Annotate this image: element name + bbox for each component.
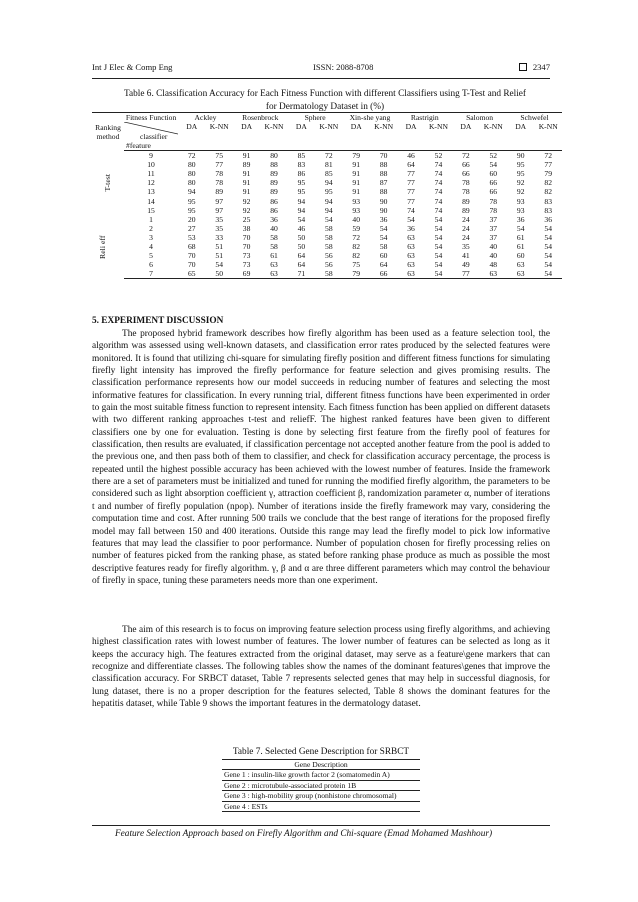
accuracy-cell: 94 [297, 205, 306, 215]
feature-count-cell: 1 [149, 214, 153, 224]
running-footer: Feature Selection Approach based on Firefly Algorithm and Chi-square (Emad Mohamed Mashhour) [115, 829, 493, 839]
accuracy-cell: 77 [407, 187, 415, 197]
accuracy-cell: 77 [407, 178, 415, 188]
accuracy-cell: 91 [242, 151, 251, 161]
accuracy-cell: 46 [407, 151, 415, 161]
accuracy-cell: 61 [516, 242, 525, 252]
accuracy-cell: 71 [288, 269, 315, 279]
classifier-header: DA [178, 122, 205, 151]
accuracy-cell: 63 [260, 269, 287, 279]
ranking-method-header: Ranking method [92, 113, 124, 151]
feature-count-cell: 11 [147, 169, 155, 179]
table-row [92, 260, 562, 269]
accuracy-cell: 60 [516, 251, 525, 261]
function-header: Ackley [178, 113, 233, 123]
accuracy-cell: 66 [489, 187, 498, 197]
accuracy-cell: 95 [325, 187, 333, 197]
table6-caption [92, 88, 558, 113]
function-header: Schwefel [507, 113, 562, 123]
accuracy-cell: 80 [187, 178, 196, 188]
accuracy-cell: 91 [352, 187, 361, 197]
accuracy-cell: 54 [544, 223, 552, 233]
accuracy-cell: 64 [297, 251, 306, 261]
table-row [92, 169, 562, 178]
accuracy-cell: 66 [370, 269, 397, 279]
accuracy-cell: 95 [187, 196, 196, 206]
accuracy-cell: 64 [297, 260, 306, 270]
table-row [92, 251, 562, 260]
accuracy-cell: 35 [215, 214, 223, 224]
accuracy-cell: 75 [352, 260, 361, 270]
accuracy-cell: 64 [407, 160, 415, 170]
accuracy-cell: 82 [352, 242, 361, 252]
diag-feature-label: #feature [126, 141, 151, 151]
accuracy-cell: 94 [187, 187, 196, 197]
table7-row: Gene 2 : microtubule-associated protein 1B [222, 780, 420, 790]
accuracy-cell: 86 [270, 205, 278, 215]
accuracy-cell: 40 [489, 251, 498, 261]
accuracy-cell: 66 [489, 178, 498, 188]
accuracy-cell: 83 [544, 205, 552, 215]
table6 [92, 112, 562, 279]
accuracy-cell: 58 [315, 269, 342, 279]
fitness-function-header: Fitness Function [125, 113, 177, 122]
accuracy-cell: 74 [434, 178, 443, 188]
table6-caption-line1: Table 6. Classification Accuracy for Each Fitness Function with different Classifiers using T-Test and Relief [123, 89, 527, 99]
accuracy-cell: 54 [544, 251, 552, 261]
accuracy-cell: 54 [434, 214, 443, 224]
accuracy-cell: 92 [242, 196, 251, 206]
accuracy-cell: 80 [187, 169, 196, 179]
feature-count-cell: 2 [149, 223, 153, 233]
accuracy-cell: 40 [352, 214, 361, 224]
page-number-group [519, 62, 550, 72]
accuracy-cell: 54 [215, 260, 223, 270]
table-row [92, 206, 562, 215]
accuracy-cell: 54 [325, 214, 333, 224]
accuracy-cell: 27 [187, 223, 196, 233]
accuracy-cell: 54 [434, 260, 443, 270]
issn: ISSN: 2088-8708 [313, 62, 374, 72]
accuracy-cell: 83 [297, 160, 306, 170]
accuracy-cell: 63 [407, 232, 415, 242]
accuracy-cell: 50 [205, 269, 232, 279]
accuracy-cell: 36 [544, 214, 552, 224]
accuracy-cell: 78 [462, 187, 470, 197]
classifier-header: DA [507, 122, 534, 151]
accuracy-cell: 72 [187, 151, 196, 161]
diagonal-header-cell [124, 122, 178, 151]
accuracy-cell: 91 [242, 169, 251, 179]
accuracy-cell: 74 [434, 160, 443, 170]
classifier-header: K-NN [425, 122, 452, 151]
accuracy-cell: 52 [489, 151, 498, 161]
accuracy-cell: 54 [544, 232, 552, 242]
accuracy-cell: 63 [407, 251, 415, 261]
accuracy-cell: 54 [534, 269, 562, 279]
para1-text: The proposed hybrid framework describes how firefly algorithm has been used as a feature selection tool, the algorithm was assessed using well-known datasets, and classification error rates produced by the selected features were monitored. It is found that utilizing chi-square for simulating firefly position and different fitness functions for simulating firefly light intensity has improved the firefly performance for feature selection and gives promising results. The classification performance represents how our model succeeds in reducing number of features and selecting the most informative features for classification. In every running trial, different fitness functions have been experimented in order to gain the most suitable fitness function to represent intensity. Each fitness function has been applied on different datasets with two different ranking approaches t-test and reliefF. The highest ranked features have been given to different classifiers one by one for evaluation. Testing is done by selecting first feature from the firefly pool of features for classification, then results are evaluated, if classification percentage not accepted another feature from the pool is added to the previous one, and then pass both of them to classifier, and check for classification accuracy percentage, the process is repeated until the highest possible accuracy has been achieved with the lowest number of features. Inside the framework there are a set of parameters must be initialized and tuned for running the modified firefly algorithm, the parameters to be considered such as light absorption coefficient γ, attraction coefficient β, randomization parameter α, number of iterations t and number of firefly population (npop). Number of iterations inside the firefly framework may vary, considering the computation time and cost. After running 500 trails we conclude that the best range of iterations for the proposed firefly model may fall between 150 and 400 iterations. Outside this range may lead the firefly model to pick low informative features that may lead the classifier to poor performance. Number of population chosen for firefly processing relies on number of features picked from the ranking phase, as stated before ranking phase produce as much as possible the most descriptive features ready for firefly algorithm. γ, β and α are three different parameters which may control the behaviour of firefly in space, tuning these parameters needs more than one experiment. [92, 329, 550, 586]
accuracy-cell: 77 [544, 160, 552, 170]
accuracy-cell: 94 [325, 178, 333, 188]
section-heading: 5. EXPERIMENT DISCUSSION [92, 316, 224, 326]
accuracy-cell: 72 [544, 151, 552, 161]
accuracy-cell: 82 [352, 251, 361, 261]
accuracy-cell: 78 [215, 169, 223, 179]
table7-row: Gene 1 : insulin-like growth factor 2 (somatomedin A) [222, 770, 420, 780]
accuracy-cell: 36 [516, 214, 525, 224]
accuracy-cell: 54 [516, 223, 525, 233]
accuracy-cell: 36 [379, 214, 388, 224]
accuracy-cell: 37 [489, 223, 498, 233]
accuracy-cell: 46 [297, 223, 306, 233]
accuracy-cell: 54 [489, 160, 498, 170]
accuracy-cell: 86 [297, 169, 306, 179]
accuracy-cell: 49 [462, 260, 470, 270]
feature-count-cell: 9 [149, 151, 153, 161]
accuracy-cell: 65 [178, 269, 205, 279]
accuracy-cell: 58 [325, 223, 333, 233]
accuracy-cell: 54 [297, 214, 306, 224]
table-row [92, 215, 562, 224]
accuracy-cell: 78 [489, 205, 498, 215]
classifier-header: K-NN [480, 122, 507, 151]
accuracy-cell: 58 [379, 242, 388, 252]
accuracy-cell: 38 [242, 223, 251, 233]
accuracy-cell: 51 [215, 242, 223, 252]
feature-count-cell: 10 [147, 160, 155, 170]
accuracy-cell: 79 [343, 269, 370, 279]
accuracy-cell: 54 [544, 260, 552, 270]
feature-count-cell: 6 [149, 260, 153, 270]
accuracy-cell: 82 [544, 187, 552, 197]
accuracy-cell: 35 [215, 223, 223, 233]
accuracy-cell: 50 [297, 232, 306, 242]
classifier-header: K-NN [370, 122, 397, 151]
classifier-header: K-NN [205, 122, 232, 151]
accuracy-cell: 68 [187, 242, 196, 252]
accuracy-cell: 94 [325, 196, 333, 206]
accuracy-cell: 60 [489, 169, 498, 179]
accuracy-cell: 80 [270, 151, 278, 161]
table7 [222, 759, 420, 812]
accuracy-cell: 89 [462, 196, 470, 206]
table7-row: Gene 4 : ESTs [222, 801, 420, 811]
accuracy-cell: 63 [480, 269, 507, 279]
accuracy-cell: 48 [489, 260, 498, 270]
accuracy-cell: 88 [379, 169, 388, 179]
accuracy-cell: 63 [407, 242, 415, 252]
table-row [92, 224, 562, 233]
function-header: Rastrigin [397, 113, 452, 123]
accuracy-cell: 77 [215, 160, 223, 170]
classifier-header: K-NN [260, 122, 287, 151]
accuracy-cell: 58 [270, 232, 278, 242]
discussion-paragraph-2 [92, 624, 550, 710]
feature-count-cell: 13 [147, 187, 155, 197]
accuracy-cell: 92 [516, 187, 525, 197]
accuracy-cell: 78 [489, 196, 498, 206]
accuracy-cell: 54 [379, 232, 388, 242]
accuracy-cell: 36 [407, 223, 415, 233]
para2-text: The aim of this research is to focus on improving feature selection process using firefly algorithms, and achieving highest classification rates with lowest number of features. The lower number of features can be selected as long as it keeps the accuracy high. The features extracted from the original dataset, may serve as a feature\gene markers that can recognize and differentiate classes. The following tables show the names of the dominant features\genes that improve the classification accuracy. For SRBCT dataset, Table 7 represents selected genes that may help in successful diagnosis, for lung dataset, there is no a proper description for the features selected, Table 8 shows the dominant features for the hepatitis dataset, while Table 9 shows the important features in the dermatology dataset. [92, 625, 550, 710]
accuracy-cell: 95 [297, 187, 306, 197]
accuracy-cell: 91 [242, 178, 251, 188]
accuracy-cell: 54 [434, 223, 443, 233]
accuracy-cell: 69 [233, 269, 260, 279]
accuracy-cell: 63 [507, 269, 534, 279]
accuracy-cell: 37 [489, 232, 498, 242]
feature-count-cell: 7 [124, 269, 178, 279]
accuracy-cell: 63 [397, 269, 424, 279]
diagonal-header [124, 122, 178, 150]
page-number: 2347 [532, 62, 550, 72]
accuracy-cell: 33 [215, 232, 223, 242]
accuracy-cell: 74 [434, 169, 443, 179]
accuracy-cell: 24 [462, 214, 470, 224]
accuracy-cell: 24 [462, 232, 470, 242]
accuracy-cell: 97 [215, 196, 223, 206]
accuracy-cell: 74 [407, 205, 415, 215]
footer-rule [92, 825, 550, 826]
accuracy-cell: 81 [325, 160, 333, 170]
accuracy-cell: 97 [215, 205, 223, 215]
accuracy-cell: 37 [489, 214, 498, 224]
accuracy-cell: 91 [352, 169, 361, 179]
accuracy-cell: 70 [379, 151, 388, 161]
ranking-method-label: Reli eff [98, 235, 108, 259]
accuracy-cell: 52 [434, 151, 443, 161]
accuracy-cell: 85 [297, 151, 306, 161]
accuracy-cell: 64 [379, 260, 388, 270]
accuracy-cell: 59 [352, 223, 361, 233]
accuracy-cell: 66 [462, 160, 470, 170]
accuracy-cell: 54 [434, 242, 443, 252]
table-row [92, 178, 562, 187]
feature-count-cell: 5 [149, 251, 153, 261]
classifier-header: DA [343, 122, 370, 151]
accuracy-cell: 79 [352, 151, 361, 161]
classifier-header: DA [452, 122, 479, 151]
accuracy-cell: 92 [242, 205, 251, 215]
accuracy-cell: 77 [452, 269, 479, 279]
accuracy-cell: 74 [434, 196, 443, 206]
accuracy-cell: 93 [352, 205, 361, 215]
accuracy-cell: 72 [325, 151, 333, 161]
accuracy-cell: 79 [544, 169, 552, 179]
accuracy-cell: 88 [270, 160, 278, 170]
classifier-header: DA [233, 122, 260, 151]
accuracy-cell: 73 [242, 260, 251, 270]
accuracy-cell: 74 [434, 187, 443, 197]
accuracy-cell: 94 [297, 196, 306, 206]
feature-count-cell: 14 [147, 196, 155, 206]
accuracy-cell: 90 [516, 151, 525, 161]
accuracy-cell: 51 [215, 251, 223, 261]
accuracy-cell: 88 [379, 160, 388, 170]
accuracy-cell: 54 [407, 214, 415, 224]
diag-classifier-label: classifier [140, 132, 168, 142]
accuracy-cell: 63 [407, 260, 415, 270]
table-row [92, 151, 562, 161]
accuracy-cell: 88 [379, 187, 388, 197]
table-row [92, 269, 562, 279]
accuracy-cell: 89 [215, 187, 223, 197]
accuracy-cell: 56 [325, 260, 333, 270]
accuracy-cell: 93 [516, 205, 525, 215]
accuracy-cell: 54 [434, 251, 443, 261]
accuracy-cell: 54 [425, 269, 452, 279]
accuracy-cell: 70 [242, 232, 251, 242]
header-rule [92, 78, 550, 79]
checkbox-square-icon [519, 63, 527, 71]
accuracy-cell: 85 [325, 169, 333, 179]
accuracy-cell: 94 [325, 205, 333, 215]
accuracy-cell: 91 [352, 178, 361, 188]
classifier-header: DA [288, 122, 315, 151]
accuracy-cell: 83 [544, 196, 552, 206]
feature-count-cell: 15 [147, 205, 155, 215]
table-row [92, 160, 562, 169]
accuracy-cell: 78 [215, 178, 223, 188]
accuracy-cell: 93 [352, 196, 361, 206]
accuracy-cell: 77 [407, 196, 415, 206]
feature-count-cell: 4 [149, 242, 153, 252]
ranking-method-cell [92, 215, 124, 279]
accuracy-cell: 89 [270, 187, 278, 197]
accuracy-cell: 78 [462, 178, 470, 188]
table7-caption: Table 7. Selected Gene Description for SRBCT [232, 747, 410, 757]
accuracy-cell: 66 [462, 169, 470, 179]
accuracy-cell: 95 [187, 205, 196, 215]
accuracy-cell: 80 [187, 160, 196, 170]
accuracy-cell: 73 [242, 251, 251, 261]
accuracy-cell: 82 [544, 178, 552, 188]
accuracy-cell: 25 [242, 214, 251, 224]
table7-header: Gene Description [222, 760, 420, 770]
accuracy-cell: 70 [242, 242, 251, 252]
accuracy-cell: 20 [187, 214, 196, 224]
accuracy-cell: 72 [352, 232, 361, 242]
accuracy-cell: 90 [379, 196, 388, 206]
table6-caption-line2: for Dermatology Dataset in (%) [265, 101, 385, 112]
accuracy-cell: 95 [516, 169, 525, 179]
table-row [92, 197, 562, 206]
accuracy-cell: 58 [325, 232, 333, 242]
accuracy-cell: 95 [297, 178, 306, 188]
feature-count-cell: 12 [147, 178, 155, 188]
feature-count-cell: 3 [149, 232, 153, 242]
accuracy-cell: 91 [352, 160, 361, 170]
table-row [92, 242, 562, 251]
accuracy-cell: 50 [297, 242, 306, 252]
accuracy-cell: 74 [434, 205, 443, 215]
accuracy-cell: 56 [325, 251, 333, 261]
accuracy-cell: 40 [270, 223, 278, 233]
function-header: Xin-she yang [343, 113, 398, 123]
classifier-header: DA [397, 122, 424, 151]
accuracy-cell: 91 [242, 187, 251, 197]
accuracy-cell: 70 [187, 251, 196, 261]
accuracy-cell: 86 [270, 196, 278, 206]
ranking-method-label: T-test [103, 173, 113, 192]
accuracy-cell: 60 [379, 251, 388, 261]
accuracy-cell: 54 [379, 223, 388, 233]
journal-name: Int J Elec & Comp Eng [92, 62, 173, 72]
accuracy-cell: 89 [270, 169, 278, 179]
accuracy-cell: 92 [516, 178, 525, 188]
accuracy-cell: 63 [270, 260, 278, 270]
discussion-paragraph-1 [92, 328, 550, 587]
accuracy-cell: 53 [187, 232, 196, 242]
accuracy-cell: 93 [516, 196, 525, 206]
accuracy-cell: 58 [270, 242, 278, 252]
accuracy-cell: 89 [462, 205, 470, 215]
function-header: Salomon [452, 113, 507, 123]
accuracy-cell: 75 [215, 151, 223, 161]
accuracy-cell: 40 [489, 242, 498, 252]
running-header [92, 62, 550, 76]
accuracy-cell: 89 [270, 178, 278, 188]
accuracy-cell: 54 [434, 232, 443, 242]
table-row [92, 233, 562, 242]
accuracy-cell: 70 [187, 260, 196, 270]
accuracy-cell: 87 [379, 178, 388, 188]
accuracy-cell: 54 [544, 242, 552, 252]
ranking-method-cell [92, 151, 124, 215]
accuracy-cell: 61 [516, 232, 525, 242]
accuracy-cell: 61 [270, 251, 278, 261]
accuracy-cell: 58 [325, 242, 333, 252]
classifier-header: K-NN [534, 122, 562, 151]
accuracy-cell: 63 [516, 260, 525, 270]
accuracy-cell: 89 [242, 160, 251, 170]
table7-row: Gene 3 : high-mobility group (nonhistone chromosomal) [222, 791, 420, 801]
classifier-header: K-NN [315, 122, 342, 151]
accuracy-cell: 95 [516, 160, 525, 170]
accuracy-cell: 24 [462, 223, 470, 233]
accuracy-cell: 35 [462, 242, 470, 252]
accuracy-cell: 77 [407, 169, 415, 179]
accuracy-cell: 90 [379, 205, 388, 215]
function-header: Sphere [288, 113, 343, 123]
function-header: Rosenbrock [233, 113, 288, 123]
accuracy-cell: 36 [270, 214, 278, 224]
table-row [92, 187, 562, 196]
accuracy-cell: 41 [462, 251, 470, 261]
accuracy-cell: 72 [462, 151, 470, 161]
